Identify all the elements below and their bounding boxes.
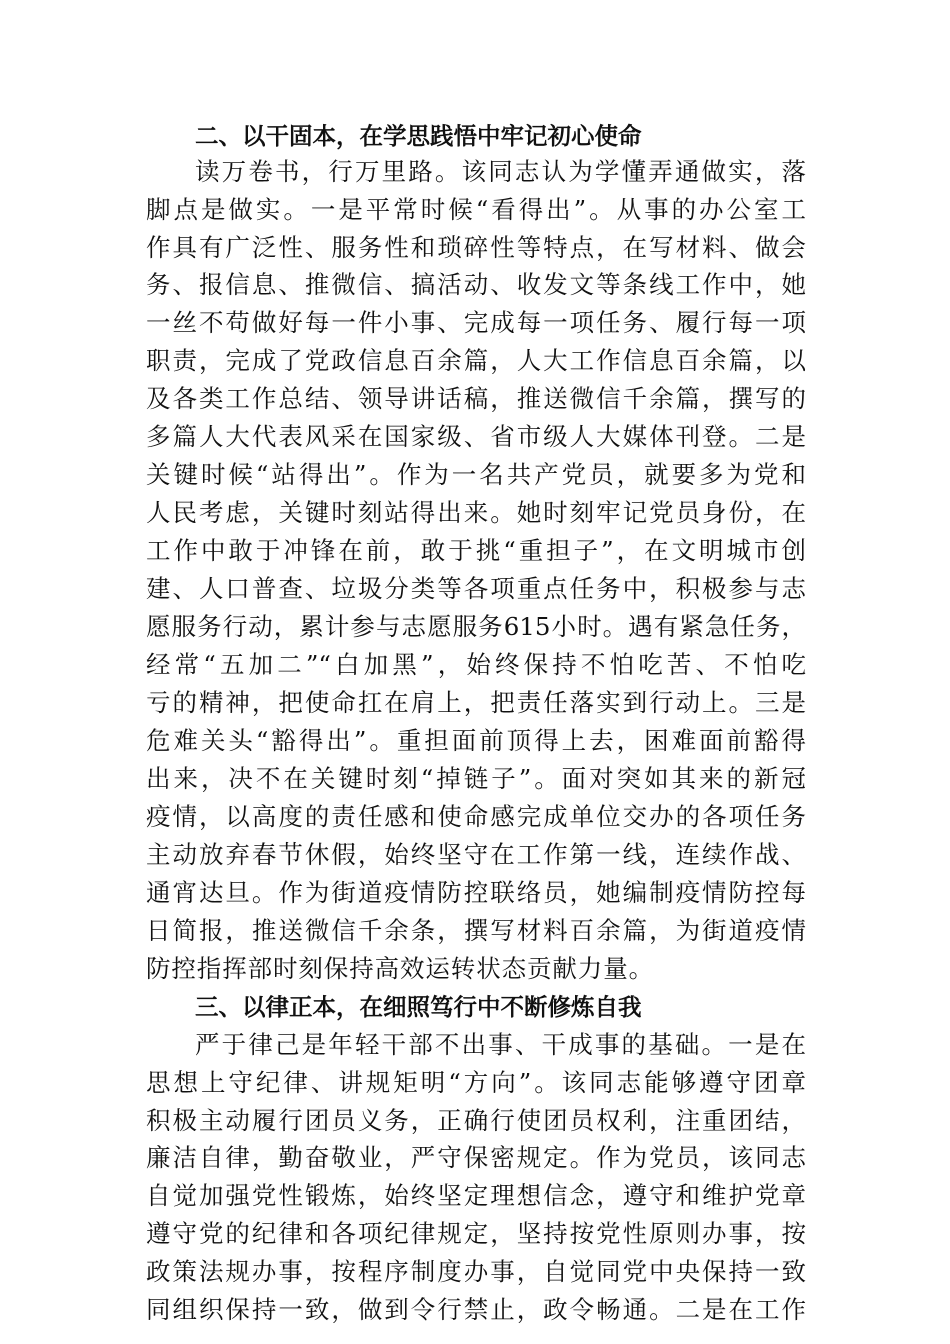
section-2-paragraph-line: 作具有广泛性、服务性和琐碎性等特点，在写材料、做会 [146, 233, 806, 262]
section-2-paragraph-line: 多篇人大代表风采在国家级、省市级人大媒体刊登。二是 [146, 422, 806, 451]
section-2-paragraph-line: 人民考虑，关键时刻站得出来。她时刻牢记党员身份，在 [146, 498, 806, 527]
section-2-paragraph-line: 关键时候“站得出”。作为一名共产党员，就要多为党和 [146, 460, 806, 489]
section-2-paragraph-line: 危难关头“豁得出”。重担面前顶得上去，困难面前豁得 [146, 726, 806, 755]
section-2-paragraph-line: 职责，完成了党政信息百余篇，人大工作信息百余篇，以 [146, 346, 806, 375]
section-3-paragraph-line: 严于律己是年轻干部不出事、干成事的基础。一是在 [195, 1030, 806, 1059]
section-3-paragraph-line: 积极主动履行团员义务，正确行使团员权利，注重团结， [146, 1106, 806, 1135]
section-2-paragraph-line: 务、报信息、推微信、搞活动、收发文等条线工作中，她 [146, 270, 806, 299]
section-2-paragraph-line: 疫情，以高度的责任感和使命感完成单位交办的各项任务 [146, 802, 806, 831]
section-3-paragraph-line: 同组织保持一致，做到令行禁止，政令畅通。二是在工作 [146, 1295, 806, 1324]
section-2-paragraph-line: 日简报，推送微信千余条，撰写材料百余篇，为街道疫情 [146, 916, 806, 945]
section-3-heading: 三、以律正本，在细照笃行中不断修炼自我 [195, 993, 642, 1021]
section-2-paragraph-line: 一丝不苟做好每一件小事、完成每一项任务、履行每一项 [146, 308, 806, 337]
section-2-paragraph-line: 经常“五加二”“白加黑”，始终保持不怕吃苦、不怕吃 [146, 650, 806, 679]
section-2-paragraph-line: 愿服务行动，累计参与志愿服务615小时。遇有紧急任务， [146, 612, 806, 641]
section-3-paragraph-line: 政策法规办事，按程序制度办事，自觉同党中央保持一致 [146, 1257, 806, 1286]
section-2-paragraph-line: 建、人口普查、垃圾分类等各项重点任务中，积极参与志 [146, 574, 806, 603]
section-2-heading: 二、以干固本，在学思践悟中牢记初心使命 [195, 122, 642, 150]
section-2-paragraph-line: 防控指挥部时刻保持高效运转状态贡献力量。 [146, 954, 654, 983]
section-3-paragraph-line: 廉洁自律，勤奋敬业，严守保密规定。作为党员，该同志 [146, 1143, 806, 1172]
section-2-paragraph-line: 及各类工作总结、领导讲话稿，推送微信千余篇，撰写的 [146, 384, 806, 413]
section-2-paragraph-line: 出来，决不在关键时刻“掉链子”。面对突如其来的新冠 [146, 764, 806, 793]
section-3-paragraph-line: 遵守党的纪律和各项纪律规定，坚持按党性原则办事，按 [146, 1219, 806, 1248]
section-3-paragraph-line: 自觉加强党性锻炼，始终坚定理想信念，遵守和维护党章 [146, 1181, 806, 1210]
section-2-paragraph-line: 脚点是做实。一是平常时候“看得出”。从事的办公室工 [146, 195, 806, 224]
section-2-paragraph-line: 主动放弃春节休假，始终坚守在工作第一线，连续作战、 [146, 840, 806, 869]
section-2-paragraph-line: 工作中敢于冲锋在前，敢于挑“重担子”，在文明城市创 [146, 536, 806, 565]
section-2-paragraph-line: 读万卷书，行万里路。该同志认为学懂弄通做实，落 [195, 157, 806, 186]
section-2-paragraph-line: 亏的精神，把使命扛在肩上，把责任落实到行动上。三是 [146, 688, 806, 717]
section-2-paragraph-line: 通宵达旦。作为街道疫情防控联络员，她编制疫情防控每 [146, 878, 806, 907]
section-3-paragraph-line: 思想上守纪律、讲规矩明“方向”。该同志能够遵守团章 [146, 1068, 806, 1097]
